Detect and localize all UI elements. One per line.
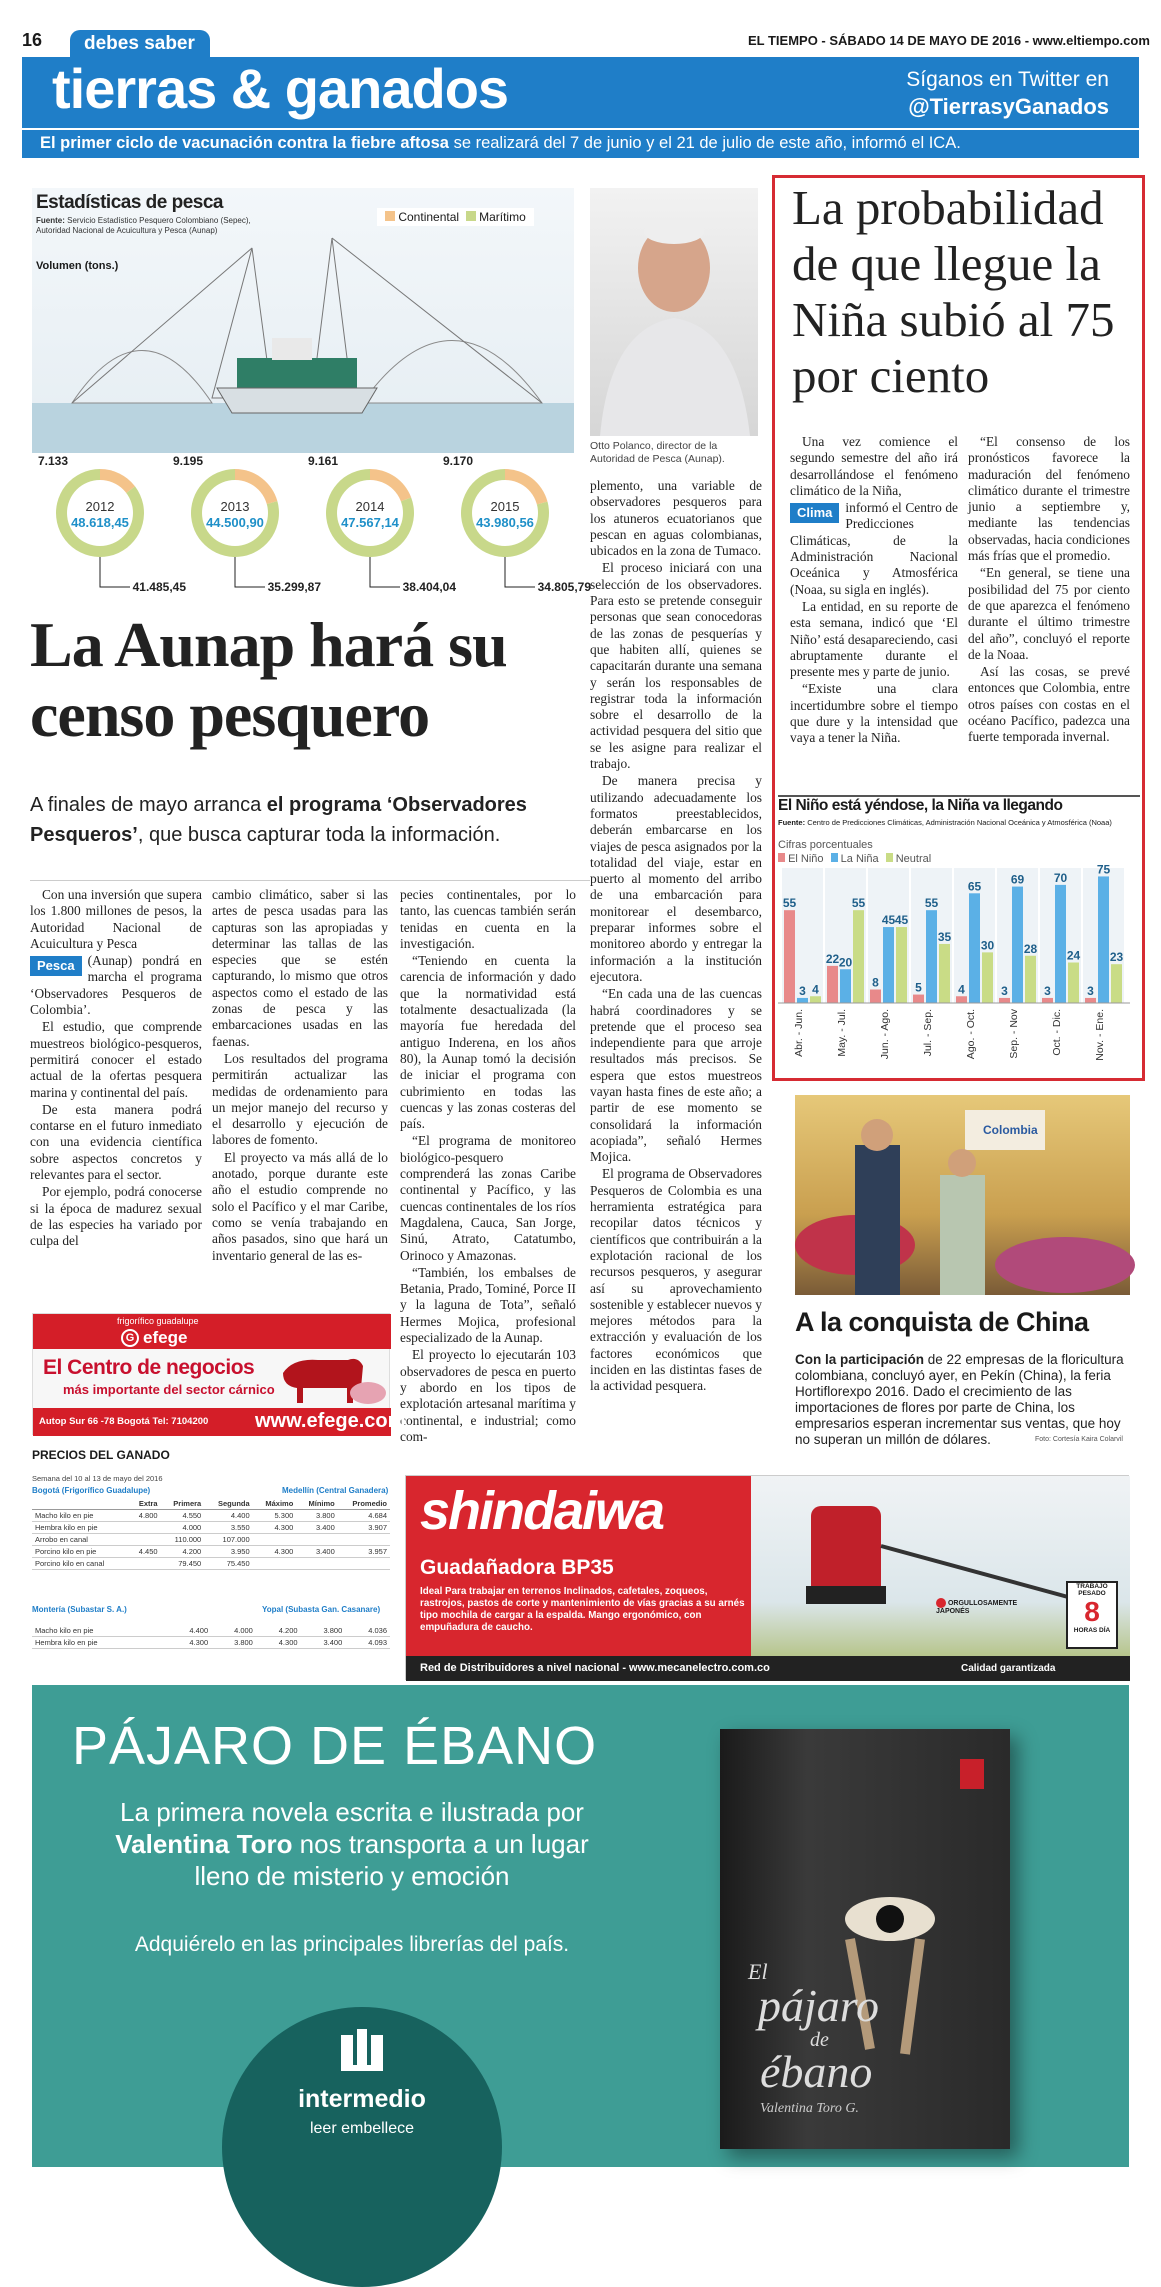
col1-text-a: Con una inversión que supera los 1.800 millones de pesos, la Autoridad Nacional de Acuicultura y Pesca: [30, 887, 202, 951]
table-cell: 4.200: [161, 1546, 205, 1558]
bar-value-label: 3: [799, 983, 806, 998]
intermedio-logo-icon: [337, 2025, 387, 2075]
bar-value-label: 55: [851, 896, 866, 911]
bar-value-label: 28: [1023, 941, 1038, 956]
bar-category-label: Oct. - Dic.: [1051, 1009, 1063, 1056]
bar-el-niño: [1042, 998, 1053, 1003]
table-cell: 4.684: [338, 1510, 390, 1522]
china-photo-credit: Foto: Cortesía Kaira Colarvil: [1035, 1436, 1123, 1443]
table-cell: 3.950: [204, 1546, 252, 1558]
table-cell: Porcino kilo en canal: [32, 1558, 129, 1570]
col4-p3: De manera precisa y utilizando adecuadamente los formatos preestablecidos, deberán embarcarse en los viajes de pesca asignados por la totalidad del viaje, estar en puerto al momento del arribo de una embarcación para monitorear el desembarco, preparar informes sobre el monitoreo abordo y entregar la información a la institución ejecutora.: [590, 773, 762, 984]
table-cell: 4.550: [161, 1510, 205, 1522]
col1-p4: Por ejemplo, podrá conocerse si la época de madurez sexual de las especies ha variado por culpa del: [30, 1184, 202, 1249]
bar-la-niña: [1055, 885, 1066, 1003]
bar-value-label: 75: [1096, 862, 1111, 877]
main-deck: [30, 790, 590, 850]
col3-p4: “También, los embalses de Betania, Prado, Tominé, Porce II y la laguna de Tota”, señaló Hermes Mojica, profesional especializado de la Aunap.: [400, 1264, 576, 1346]
book-ad-line2: [72, 1829, 632, 1860]
bar-el-niño: [913, 995, 924, 1003]
donut-continental-label: 9.161: [308, 454, 339, 468]
table-cell: 107.000: [204, 1534, 252, 1546]
cattle-period: Semana del 10 al 13 de mayo del 2016: [32, 1474, 163, 1483]
legend-nino: El Niño: [788, 853, 824, 865]
hours-badge: [1066, 1581, 1118, 1649]
market-medellin: Medellín (Central Ganadera): [282, 1486, 389, 1495]
table-cell: [156, 1637, 167, 1649]
nina-colA-p1a: Una vez comience el segundo semestre del año irá desarrollándose el fenómeno climático de la Niña,: [790, 434, 958, 498]
bar-value-label: 20: [838, 955, 853, 970]
bar-value-label: 45: [894, 913, 909, 928]
shindaiwa-desc: Ideal Para trabajar en terrenos Inclinados, cafetales, zoqueos, rastrojos, pastos de corte y mantenimiento de vías gracias a su arnés tipo mochila de cargar a la espalda. Mango ergonómico, con empuñadura de caucho.: [420, 1586, 745, 1633]
book-ad-line3: lleno de misterio y emoción: [194, 1861, 510, 1891]
stats-source-label: Fuente:: [36, 216, 65, 225]
table-cell: [296, 1534, 337, 1546]
legend-swatch-maritimo: [466, 211, 476, 221]
table-cell: 4.450: [129, 1546, 161, 1558]
subhead-bold: El primer ciclo de vacunación contra la fiebre aftosa: [40, 134, 449, 152]
book-ad-line2-rest: nos transporta a un lugar: [292, 1829, 589, 1859]
pesca-tag: [30, 956, 82, 976]
table-cell: 4.000: [211, 1625, 256, 1637]
cow-pig-icon: [273, 1348, 388, 1408]
publisher-name: intermedio: [298, 2085, 426, 2113]
bar-neutral: [853, 910, 864, 1003]
stats-legend: [377, 208, 534, 226]
shindaiwa-quality: Calidad garantizada: [961, 1663, 1056, 1674]
efege-line2: más importante del sector cárnico: [63, 1382, 275, 1397]
nina-source-text: Centro de Predicciones Climáticas, Administración Nacional Oceánica y Atmosférica (Noaa): [807, 818, 1112, 827]
col1-p3: De esta manera podrá contarse en el futuro inmediato con una evidencia científica sobre aspectos concretos y relevantes para el sector.: [30, 1101, 202, 1183]
table-cell: [129, 1522, 161, 1534]
bar-neutral: [1025, 956, 1036, 1003]
bar-value-label: 3: [1087, 983, 1094, 998]
table-cell: [338, 1558, 390, 1570]
table-row: [32, 1522, 390, 1534]
table-cell: [338, 1534, 390, 1546]
bar-la-niña: [1012, 887, 1023, 1003]
bar-value-label: 22: [825, 951, 840, 966]
bar-value-label: 45: [881, 913, 896, 928]
twitter-handle[interactable]: @TierrasyGanados: [908, 94, 1109, 119]
cover-ebano: ébano: [760, 2046, 873, 2097]
table-cell: Macho kilo en pie: [32, 1510, 129, 1522]
donut-leader-line: [505, 557, 535, 587]
bar-la-niña: [883, 927, 894, 1003]
bar-neutral: [896, 927, 907, 1003]
bar-value-label: 55: [924, 896, 939, 911]
bar-value-label: 69: [1010, 872, 1025, 887]
col4-p4: “En cada una de las cuencas habrá coordinadores y se pretende que el proceso sea independiente para que arroje resultados más precisos. Se espera que estos muestreos vayan hasta fines de este año; a partir de ese momento se consolidará la información acopiada”, señaló Hermes Mojica.: [590, 986, 762, 1165]
bar-value-label: 3: [1044, 983, 1051, 998]
cover-eye-illustration: [810, 1879, 970, 2059]
table-cell: [296, 1558, 337, 1570]
bar-value-label: 3: [1001, 983, 1008, 998]
cover-pajaro: pájaro: [758, 1980, 879, 2031]
china-photo-sign: Colombia: [983, 1123, 1038, 1137]
main-headline: La Aunap hará su censo pesquero: [30, 609, 507, 750]
donut-year: 2015: [490, 499, 520, 514]
market-bogota: Bogotá (Frigorífico Guadalupe): [32, 1486, 151, 1495]
stats-source-text: Servicio Estadístico Pesquero Colombiano (Sepec), Autoridad Nacional de Acuicultura y Pesca (Aunap): [36, 216, 251, 235]
col3-p5: El proyecto lo ejecutarán 103 observadores de pesca en puerto y abordo en los tipos de explotación artesanal marítima y continental, e industrial; como com-: [400, 1347, 576, 1444]
table-cell: 4.300: [253, 1546, 297, 1558]
donut-charts: [32, 453, 591, 598]
table-cell: 3.400: [301, 1637, 346, 1649]
bar-value-label: 24: [1066, 948, 1081, 963]
bar-el-niño: [827, 966, 838, 1003]
nina-col-a: [790, 434, 958, 748]
bar-el-niño: [999, 998, 1010, 1003]
table-cell: [156, 1625, 167, 1637]
bar-value-label: 23: [1109, 950, 1124, 965]
donut-maritimo-label: 35.299,87: [267, 580, 321, 594]
donut-total: 44.500,90: [206, 515, 264, 530]
efege-brand: efege: [143, 1328, 188, 1347]
legend-nina: La Niña: [840, 853, 879, 865]
china-body: [795, 1352, 1130, 1448]
donut-row: [32, 453, 591, 598]
jp-badge: [936, 1598, 1036, 1616]
nina-chart-source: [778, 818, 1140, 827]
china-body-bold: Con la participación: [795, 1352, 925, 1367]
table-cell: [129, 1558, 161, 1570]
donut-leader-line: [100, 557, 130, 587]
table-row: [32, 1546, 390, 1558]
bar-value-label: 5: [915, 980, 922, 995]
nina-colA-p1b: informó el Centro de Predicciones Climáticas, de la Administración Nacional Oceánica y Atmosférica (Noaa, su sigla en inglés).: [790, 500, 958, 597]
subhead-rest: se realizará del 7 de junio y el 21 de julio de este año, informó el ICA.: [448, 134, 961, 152]
deck-pre: A finales de mayo arranca: [30, 794, 267, 816]
table-cell: 4.800: [129, 1510, 161, 1522]
table-cell: [253, 1534, 297, 1546]
book-cover: [720, 1729, 1010, 2149]
bar-category-label: Sep. - Nov: [1008, 1009, 1020, 1059]
page-number: 16: [22, 30, 43, 50]
pesca-tag-label: Pesca: [30, 956, 82, 976]
table-cell: 75.450: [204, 1558, 252, 1570]
table-cell: 4.300: [253, 1522, 297, 1534]
main-col-4: [590, 478, 762, 1396]
donut-leader-line: [370, 557, 400, 587]
col1-p2: El estudio, que comprende muestreos biológico-pesqueros, permitirá conocer el estado actual de la ofertas pesquera marina y continental del país.: [30, 1019, 202, 1100]
table-cell: Macho kilo en pie: [32, 1625, 156, 1637]
col2-p2: Los resultados del programa permitirán actualizar las medidas de ordenamiento para un mejor manejo del recurso y el desarrollo y ejecución de labores de fomento.: [212, 1050, 388, 1148]
bar-el-niño: [1085, 998, 1096, 1003]
shindaiwa-ad: [405, 1475, 1129, 1680]
bar-value-label: 4: [958, 982, 965, 997]
bar-category-label: Abr. - Jun.: [793, 1009, 805, 1057]
market-yopal: Yopal (Subasta Gan. Casanare): [262, 1605, 381, 1614]
table-row: [32, 1637, 390, 1649]
bar-el-niño: [784, 910, 795, 1003]
nina-colB-p3: Así las cosas, se prevé entonces que Colombia, entre otros países con costas en el océano Pacífico, padezca una fuerte temporada invernal.: [968, 664, 1130, 745]
table-cell: 4.093: [345, 1637, 390, 1649]
donut-maritimo-label: 34.805,79: [537, 580, 591, 594]
donut-maritimo-label: 38.404,04: [402, 580, 456, 594]
table-cell: 3.800: [211, 1637, 256, 1649]
efege-top-text: frigorífico guadalupe: [117, 1316, 199, 1326]
donut-leader-line: [235, 557, 265, 587]
table-cell: 79.450: [161, 1558, 205, 1570]
table-cell: Hembra kilo en pie: [32, 1637, 156, 1649]
book-ad-buy: Adquiérelo en las principales librerías del país.: [134, 1933, 570, 1956]
table-cell: 3.957: [338, 1546, 390, 1558]
main-col-3: [400, 887, 576, 1446]
efege-top-band: [33, 1314, 391, 1349]
table-cell: 3.800: [301, 1625, 346, 1637]
book-ad-author: Valentina Toro: [115, 1829, 293, 1859]
stats-title: Estadísticas de pesca: [36, 192, 223, 213]
table-cell: 3.550: [204, 1522, 252, 1534]
table-cell: 3.400: [296, 1546, 337, 1558]
cattle-table-1: [32, 1498, 390, 1570]
efege-ad: [32, 1313, 406, 1435]
table-cell: 3.400: [296, 1522, 337, 1534]
book-ad-line1: La primera novela escrita e ilustrada por: [120, 1797, 584, 1827]
efege-logo-icon: G: [121, 1329, 139, 1347]
legend-swatch-continental: [385, 211, 395, 221]
main-col-2: [212, 887, 388, 1265]
table-cell: Arrobo en canal: [32, 1534, 129, 1546]
donut-total: 48.618,45: [71, 515, 129, 530]
header-subhead: [22, 130, 1139, 158]
donut-continental-label: 9.170: [443, 454, 474, 468]
table-header-row: [32, 1498, 390, 1510]
donut-year: 2014: [355, 499, 385, 514]
book-ad: [32, 1685, 1129, 2167]
donut-continental-label: 7.133: [38, 454, 69, 468]
bar-la-niña: [969, 893, 980, 1003]
nina-colA-p2: La entidad, en su reporte de esta semana, indicó que ‘El Niño’ está desapareciendo, casi abruptamente durante el presente mes y parte de junio.: [790, 598, 958, 680]
table-header-cell: [32, 1498, 129, 1510]
shindaiwa-product: Guadañadora BP35: [420, 1556, 614, 1579]
bar-category-label: Nov. - Ene.: [1094, 1009, 1106, 1061]
col3-p3: “El programa de monitoreo biológico-pesquero comprenderá las zonas Caribe continental y Pacífico, y las cuencas continentales de los ríos Magdalena, Cauca, San Jorge, Sinú, Atrato, Catatumbo, Orinoco y Amazonas.: [400, 1133, 576, 1263]
col2-p1: cambio climático, saber si las artes de pesca usadas para las capturas son las apropiadas y determinar las tallas de las especies que se estén capturando, lo mismo que otros aspectos como el estado de las zonas de pesca y las embarcaciones usadas en las faenas.: [212, 887, 388, 1049]
clima-tag-label: Clima: [790, 503, 839, 523]
china-body-text: de 22 empresas de la floricultura colombiana, concluyó ayer, en Pekín (China), la feria Hortiflorexpo 2016. Dado el crecimiento de las importaciones de flores por parte de China, los empresarios esperan incrementar sus ventas, que hoy no superan un millón de dólares.: [795, 1352, 1124, 1447]
nina-chart-title: El Niño está yéndose, la Niña va llegando: [778, 797, 1063, 814]
stats-source: [36, 216, 251, 236]
bar-category-label: May. - Jul.: [836, 1009, 848, 1057]
table-cell: 4.400: [166, 1625, 211, 1637]
col4-p2: El proceso iniciará con una selección de los observadores. Para esto se pretende conseguir personas que sean conocedoras de las zonas de pesquerías y que habiten allí, quienes se capacitarán durante una semana y serán los responsables de registrar toda la información sobre el desarrollo de la actividad pesquera del sitio que se les asigne para realizar el trabajo.: [590, 560, 762, 772]
table-header-cell: Mínimo: [296, 1498, 337, 1510]
donut-total: 47.567,14: [341, 515, 399, 530]
china-photo: [795, 1095, 1130, 1295]
cattle-table-2: [32, 1625, 390, 1649]
bar-el-niño: [956, 996, 967, 1003]
volume-label: Volumen (tons.): [36, 260, 119, 272]
col3-p1: pecies continentales, por lo tanto, las cuencas también serán tenidas en cuenta en la investigación.: [400, 887, 576, 951]
table-cell: 4.200: [256, 1625, 301, 1637]
nina-source-label: Fuente:: [778, 818, 806, 827]
table-cell: 4.300: [256, 1637, 301, 1649]
table-cell: Porcino kilo en pie: [32, 1546, 129, 1558]
table-header-cell: Segunda: [204, 1498, 252, 1510]
table-row: [32, 1625, 390, 1637]
table-cell: [253, 1558, 297, 1570]
hours-badge-num: 8: [1084, 1596, 1100, 1627]
nina-headline: La probabilidad de que llegue la Niña subió al 75 por ciento: [792, 180, 1115, 403]
bar-category-label: Jun. - Ago.: [879, 1009, 891, 1060]
paper-info: EL TIEMPO - SÁBADO 14 DE MAYO DE 2016 - www.eltiempo.com: [748, 33, 1150, 48]
col1-text-b: (Aunap) pondrá en marcha el programa ‘Observadores Pesqueros de Colombia’.: [30, 953, 202, 1018]
china-headline: A la conquista de China: [795, 1307, 1089, 1337]
shindaiwa-distrib-text: Red de Distribuidores a nivel nacional - www.mecanelectro.com.co: [420, 1662, 770, 1674]
table-header-cell: Primera: [161, 1498, 205, 1510]
table-row: [32, 1534, 390, 1546]
deck-post: , que busca capturar toda la información.: [137, 824, 501, 846]
col4-p1: plemento, una variable de observadores pesqueros para los atuneros ecuatorianos que pescan en aguas colombianas, ubicados en la zona de Tumaco.: [590, 478, 762, 559]
bar-value-label: 4: [812, 982, 819, 997]
legend-maritimo: Marítimo: [479, 210, 526, 224]
bar-value-label: 30: [980, 938, 995, 953]
nina-bar-chart: [778, 838, 1140, 1078]
bar-neutral: [1068, 963, 1079, 1004]
table-cell: 4.400: [204, 1510, 252, 1522]
section-banner: [22, 58, 1139, 128]
cover-de: de: [810, 2029, 829, 2051]
table-row: [32, 1510, 390, 1522]
bar-neutral: [810, 996, 821, 1003]
book-ad-title: PÁJARO DE ÉBANO: [72, 1716, 598, 1776]
nina-colA-p3: “Existe una clara incertidumbre sobre el tiempo que dure y la intensidad que vaya a tener la Niña.: [790, 681, 958, 746]
nina-colB-p1: “El consenso de los pronósticos favorece la maduración del fenómeno climático durante el trimestre junio a septiembre y, mediante las tendencias observadas, hacia condiciones más frías que el promedio.: [968, 434, 1130, 564]
deck-rule: [30, 880, 590, 881]
otto-photo: [590, 188, 758, 436]
bar-la-niña: [1098, 876, 1109, 1003]
donut-maritimo-label: 41.485,45: [132, 580, 186, 594]
bar-value-label: 70: [1053, 870, 1068, 885]
bar-value-label: 55: [782, 896, 797, 911]
efege-line1: El Centro de negocios: [43, 1356, 255, 1379]
efege-address: Autop Sur 66 -78 Bogotá Tel: 7104200: [39, 1416, 209, 1427]
market-monteria: Montería (Subastar S. A.): [32, 1605, 127, 1614]
bar-category-label: Jul. - Sep.: [922, 1009, 934, 1057]
otto-caption: Otto Polanco, director de la Autoridad de Pesca (Aunap).: [590, 440, 725, 465]
clima-tag: [790, 503, 839, 523]
main-col-1: [30, 887, 202, 1251]
bar-category-label: Ago. - Oct.: [965, 1009, 977, 1060]
table-cell: 4.000: [161, 1522, 205, 1534]
donut-year: 2012: [85, 499, 115, 514]
nina-colB-p2: “En general, se tiene una posibilidad del 75 por ciento de que aparezca el fenómeno durante el último trimestre del año”, concluyó el reporte de la Noaa.: [968, 565, 1130, 662]
table-cell: 4.036: [345, 1625, 390, 1637]
col3-p2: “Teniendo en cuenta la carencia de información y dado que la normatividad está totalmente desactualizada (la mayoría fue heredada del antiguo Inderena, en los años 80), la Aunap tomó la decisión de iniciar el programa con cubrimiento en todas las cuencas y las zonas costeras del país.: [400, 953, 576, 1132]
table-header-cell: Máximo: [253, 1498, 297, 1510]
nina-chart-ylabel: Cifras porcentuales: [778, 839, 873, 851]
legend-neutral: Neutral: [895, 853, 932, 865]
cover-publisher-mark: [960, 1759, 984, 1789]
bar-neutral: [939, 944, 950, 1003]
bar-neutral: [1111, 964, 1122, 1003]
table-cell: 5.300: [253, 1510, 297, 1522]
table-cell: 3.800: [296, 1510, 337, 1522]
donut-year: 2013: [220, 499, 250, 514]
stats-infographic: [32, 188, 591, 598]
table-cell: 3.907: [338, 1522, 390, 1534]
shindaiwa-brand: shindaiwa: [420, 1481, 664, 1541]
section-tab: debes saber: [70, 30, 210, 60]
jp-badge-text: ORGULLOSAMENTE JAPONÉS: [936, 1599, 1018, 1615]
publisher-tagline: leer embellece: [309, 2120, 415, 2137]
twitter-line1: Síganos en Twitter en: [906, 68, 1109, 91]
bar-la-niña: [840, 969, 851, 1003]
bar-neutral: [982, 952, 993, 1003]
bar-value-label: 65: [967, 879, 982, 894]
cover-author: Valentina Toro G.: [760, 2101, 859, 2116]
bar-el-niño: [870, 990, 881, 1004]
section-title: tierras & ganados: [52, 57, 509, 120]
deck-bold: el programa ‘Observadores Pesqueros’: [30, 794, 527, 846]
table-cell: [129, 1534, 161, 1546]
donut-continental-label: 9.195: [173, 454, 204, 468]
table-cell: 110.000: [161, 1534, 205, 1546]
legend-continental: Continental: [398, 210, 460, 224]
bar-la-niña: [797, 998, 808, 1003]
col4-p5: El programa de Observadores Pesqueros de Colombia es una herramienta estratégica para recopilar datos técnicos y científicos que contribuirán a la explotación racional de los recursos pesqueros, y asegurar así su aprovechamiento sostenible y establecer nuevos y mejores métodos para la extracción y evaluación de los factores económicos que inciden en las distintas fases de la actividad pesquera.: [590, 1166, 762, 1394]
bar-value-label: 35: [937, 929, 952, 944]
col2-p3: El proyecto va más allá de lo anotado, porque durante este año el estudio comprende no solo el Pacífico y el mar Caribe, como se venía trabajando en años pasados, sino que hará un inventario general de las es-: [212, 1149, 388, 1263]
cattle-title: PRECIOS DEL GANADO: [32, 1448, 170, 1462]
cover-el: El: [748, 1959, 768, 1984]
nina-col-b: [968, 434, 1130, 747]
table-cell: 4.300: [166, 1637, 211, 1649]
efege-url[interactable]: www.efege.com: [255, 1410, 406, 1432]
table-row: [32, 1558, 390, 1570]
hours-badge-bottom: HORAS DÍA: [1073, 1627, 1111, 1634]
hours-badge-top: TRABAJO PESADO: [1076, 1583, 1108, 1597]
jp-flag-icon: [936, 1598, 946, 1608]
table-header-cell: Extra: [129, 1498, 161, 1510]
table-header-cell: Promedio: [338, 1498, 390, 1510]
donut-total: 43.980,56: [476, 515, 534, 530]
table-cell: Hembra kilo en pie: [32, 1522, 129, 1534]
bar-la-niña: [926, 910, 937, 1003]
bar-value-label: 8: [872, 975, 879, 990]
